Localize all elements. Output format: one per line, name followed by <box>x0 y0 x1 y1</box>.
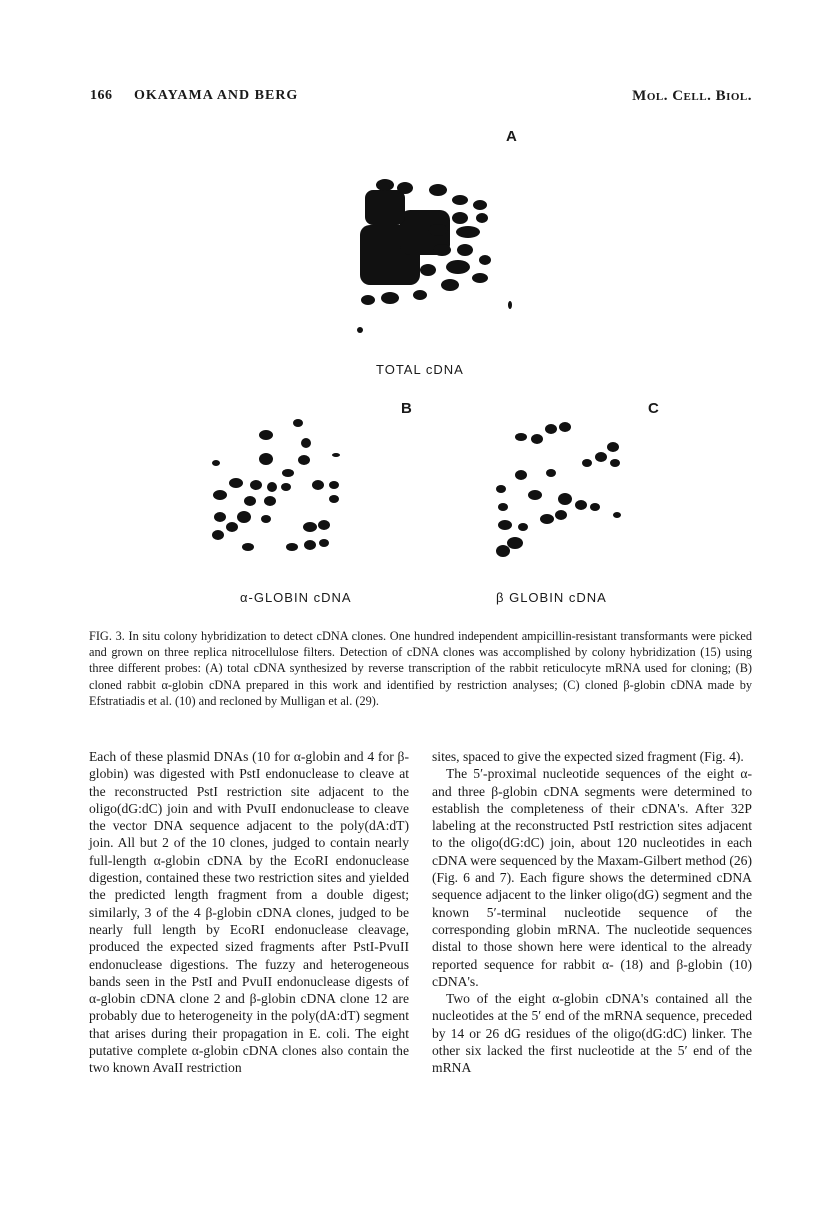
right-column <box>432 748 752 1077</box>
colony-dot <box>595 452 607 462</box>
left-column-paragraph: Each of these plasmid DNAs (10 for α-globin and 4 for β-globin) was digested with PstI endonuclease to cleave at the reconstructed PstI restriction site adjacent to the oligo(dG:dC) join and with PvuII endonuclease to cleave the vector DNA sequence adjacent to the poly(dA:dT) join. All but 2 of the 10 clones, judged to contain nearly full-length α-globin cDNA by the EcoRI endonuclease digestion, contained these two restriction sites and yielded the predicted length fragment from a double digest; similarly, 3 of the 4 β-globin cDNA clones, judged to be nearly full length by EcoRI endonuclease cleavage, produced the expected sized fragments after PstI-PvuII endonuclease digestions. The fuzzy and heterogeneous bands seen in the PstI and PvuII endonuclease digests of α-globin cDNA clone 2 and β-globin cDNA clone 12 are probably due to heterogeneity in the poly(dA:dT) segment that arises during their propagation in E. coli. The eight putative complete α-globin cDNA clones also contain the two known AvaII restriction <box>89 749 409 1076</box>
colony-dot <box>304 540 316 550</box>
colony-dot <box>582 459 592 467</box>
colony-dot <box>264 496 276 506</box>
colony-dot <box>242 543 254 551</box>
colony-dot <box>473 200 487 210</box>
colony-dot <box>559 422 571 432</box>
colony-dot <box>282 469 294 477</box>
panel-b-image <box>200 415 360 565</box>
colony-dot <box>433 244 451 256</box>
page-number: 166 <box>90 88 113 103</box>
blot-block <box>365 190 405 225</box>
colony-dot <box>479 255 491 265</box>
colony-dot <box>281 483 291 491</box>
right-column-paragraph-2: The 5′-proximal nucleotide sequences of the eight α- and three β-globin cDNA segments were determined to establish the completeness of their cDNA's. After 32P labeling at the reconstructed PstI restriction sites adjacent to the oligo(dG:dC) join, about 120 nucleotides in each cDNA were sequenced by the Maxam-Gilbert method (26) (Fig. 6 and 7). Each figure shows the determined cDNA sequence adjacent to the linker oligo(dG) segment and the known 5′-terminal nucleotide sequence of the corresponding globin mRNA. The nucleotide sequences distal to those shown here were identical to the already reported sequence for rabbit α- (18) and β-globin (10) cDNA's. <box>432 766 752 989</box>
panel-b-letter: B <box>401 400 412 417</box>
colony-dot <box>244 496 256 506</box>
colony-dot <box>613 512 621 518</box>
colony-dot <box>518 523 528 531</box>
colony-dot <box>259 453 273 465</box>
colony-dot <box>413 290 427 300</box>
colony-dot <box>507 537 523 549</box>
panel-b-label: α-GLOBIN cDNA <box>240 590 352 605</box>
colony-dot <box>259 430 273 440</box>
panel-c-label: β GLOBIN cDNA <box>496 590 607 605</box>
colony-dot <box>213 490 227 500</box>
running-head-authors: OKAYAMA AND BERG <box>134 88 299 103</box>
colony-dot <box>212 530 224 540</box>
colony-dot <box>267 482 277 492</box>
colony-dot <box>515 470 527 480</box>
colony-dot <box>472 273 488 283</box>
colony-dot <box>357 327 363 333</box>
colony-dot <box>496 545 510 557</box>
colony-dot <box>303 522 317 532</box>
colony-dot <box>546 469 556 477</box>
colony-dot <box>212 460 220 466</box>
running-head-journal: Mol. Cell. Biol. <box>632 88 752 104</box>
right-column-paragraph-3: Two of the eight α-globin cDNA's contained all the nucleotides at the 5′ end of the mRNA sequence, preceded by 14 or 26 dG residues of the oligo(dG:dC) linker. The other six lacked the first nucleotide at the 5′ end of the mRNA <box>432 991 752 1076</box>
colony-dot <box>555 510 567 520</box>
colony-dot <box>214 512 226 522</box>
colony-dot <box>286 543 298 551</box>
colony-dot <box>293 419 303 427</box>
colony-dot <box>229 478 243 488</box>
colony-dot <box>298 455 310 465</box>
colony-dot <box>397 182 413 194</box>
colony-dot <box>476 213 488 223</box>
colony-dot <box>545 424 557 434</box>
colony-dot <box>457 244 473 256</box>
panel-a-image <box>350 170 530 340</box>
colony-dot <box>420 264 436 276</box>
colony-dot <box>312 480 324 490</box>
panel-c-image <box>485 415 635 565</box>
figure-caption: FIG. 3. In situ colony hybridization to detect cDNA clones. One hundred independent ampicillin-resistant transformants were picked and grown on three replica nitrocellulose filters. Detection of cDNA clones was accomplished by colony hybridization (15) using three different probes: (A) total cDNA synthesized by reverse transcription of the rabbit reticulocyte mRNA used for cloning; (B) cloned rabbit α-globin cDNA prepared in this work and identified by restriction analyses; (C) cloned β-globin cDNA made by Efstratiadis et al. (10) and recloned by Mulligan et al. (29). <box>89 629 752 708</box>
colony-dot <box>558 493 572 505</box>
colony-dot <box>318 520 330 530</box>
colony-dot <box>590 503 600 511</box>
colony-dot <box>610 459 620 467</box>
colony-dot <box>456 226 480 238</box>
colony-dot <box>428 224 448 236</box>
colony-dot <box>496 485 506 493</box>
colony-dot <box>498 520 512 530</box>
colony-dot <box>332 453 340 457</box>
colony-dot <box>237 511 251 523</box>
colony-dot <box>319 539 329 547</box>
colony-dot <box>329 481 339 489</box>
colony-dot <box>508 301 512 309</box>
colony-dot <box>226 522 238 532</box>
left-column <box>89 748 409 1077</box>
colony-dot <box>575 500 587 510</box>
colony-dot <box>452 195 468 205</box>
panel-a-label: TOTAL cDNA <box>376 362 464 377</box>
colony-dot <box>429 184 447 196</box>
panel-a-letter: A <box>506 128 517 145</box>
colony-dot <box>607 442 619 452</box>
colony-dot <box>329 495 339 503</box>
colony-dot <box>446 260 470 274</box>
colony-dot <box>361 295 375 305</box>
colony-dot <box>531 434 543 444</box>
colony-dot <box>515 433 527 441</box>
colony-dot <box>376 179 394 191</box>
colony-dot <box>250 480 262 490</box>
right-column-paragraph-1: sites, spaced to give the expected sized fragment (Fig. 4). <box>432 749 744 764</box>
colony-dot <box>540 514 554 524</box>
colony-dot <box>452 212 468 224</box>
colony-dot <box>441 279 459 291</box>
colony-dot <box>528 490 542 500</box>
colony-dot <box>498 503 508 511</box>
colony-dot <box>261 515 271 523</box>
colony-dot <box>301 438 311 448</box>
panel-c-letter: C <box>648 400 659 417</box>
colony-dot <box>381 292 399 304</box>
